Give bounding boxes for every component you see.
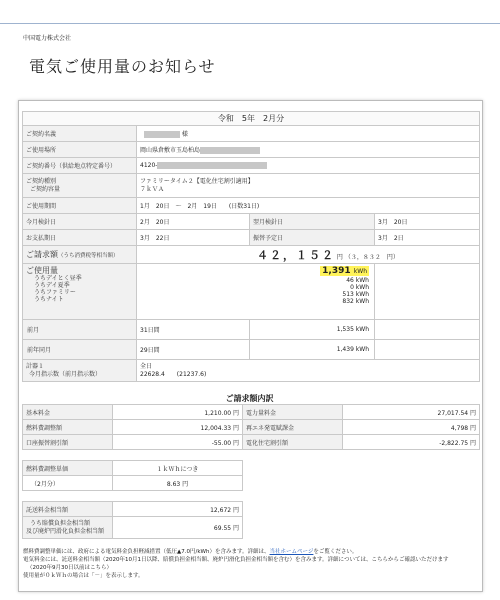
contract-capacity-label: ご契約容量 bbox=[30, 185, 61, 193]
billing-yen: 円 bbox=[336, 253, 343, 261]
compensation-label-2: 及び廃炉円滑化負担金相当額 bbox=[26, 527, 105, 535]
billing-label: ご請求額 bbox=[26, 250, 58, 259]
note-line-1: 燃料費調整単価には、政府による電気料金負担軽減措置（低圧▲7.0円/kWh）を含みます。詳細は、当社ホームページをご覧ください。 bbox=[23, 549, 358, 555]
usage-breakdown-label-2: うちデイ夏季 bbox=[34, 282, 70, 289]
page-title: 電気ご使用量のお知らせ bbox=[29, 57, 216, 76]
payment-date-label: お支払期日 bbox=[23, 230, 137, 246]
usage-breakdown-label-1: うちデイとく昼季 bbox=[34, 275, 82, 282]
billing-label-cell bbox=[23, 246, 137, 264]
customer-name-label: ご契約名義 bbox=[23, 126, 137, 142]
meter-date-value: 2月 20日 bbox=[137, 214, 250, 230]
contract-type-value: ファミリータイム２【電化住宅割引適用】 bbox=[140, 177, 254, 185]
meter-reading-cell bbox=[137, 360, 480, 382]
company-name: 中国電力株式会社 bbox=[23, 35, 72, 42]
meter-type: 全日 bbox=[140, 362, 153, 370]
redacted-contract-no bbox=[157, 162, 267, 169]
fuel-adjust-value: 12,004.33 円 bbox=[113, 420, 243, 435]
payment-date-value: 3月 22日 bbox=[137, 230, 250, 246]
contract-type-cell bbox=[137, 174, 480, 198]
note-line-2: 電気料金には、託送料金相当額（2020年10月1日以降、賠償負担金相当額、廃炉円滑化負担金相当額を含む）を含みます。詳細については、こちらからご確認いただけます bbox=[23, 557, 449, 563]
transfer-date-value: 3月 2日 bbox=[375, 230, 480, 246]
breakdown-table bbox=[22, 404, 480, 450]
usage-breakdown-value-2: 0 kWh bbox=[350, 284, 369, 291]
next-meter-date-value: 3月 20日 bbox=[375, 214, 480, 230]
consignment-table bbox=[22, 501, 480, 539]
energy-fee-value: 27,017.54 円 bbox=[343, 405, 480, 420]
next-meter-date-label: 翌月検針日 bbox=[250, 214, 375, 230]
billing-amount: ４２，１５２ bbox=[257, 248, 335, 262]
location-cell bbox=[137, 142, 480, 158]
fuel-price-label: 燃料費調整単価 bbox=[23, 461, 113, 476]
prev-year-empty bbox=[375, 340, 480, 360]
prev-month-label: 前月 bbox=[23, 320, 137, 340]
usage-total: 1,391 kWh bbox=[322, 266, 367, 276]
notes bbox=[23, 548, 448, 580]
meter-label: 計器１ bbox=[26, 362, 45, 370]
customer-name-suffix: 様 bbox=[181, 131, 188, 138]
prev-year-label: 前年同月 bbox=[23, 340, 137, 360]
compensation-label-cell bbox=[23, 517, 113, 539]
compensation-value: 69.55 円 bbox=[113, 517, 243, 539]
redacted-name bbox=[144, 131, 180, 138]
fuel-price-month: （2月分） bbox=[23, 476, 113, 491]
contract-no-label: ご契約番号（供給地点特定番号） bbox=[23, 158, 137, 174]
fuel-price-unit: １ｋＷｈにつき bbox=[113, 461, 243, 476]
energy-fee-label: 電力量料金 bbox=[243, 405, 343, 420]
location-value: 岡山県倉敷市玉島柏島 bbox=[140, 147, 201, 154]
meter-reading-value: 22628.4 (21237.6) bbox=[140, 370, 207, 378]
fuel-price-table bbox=[22, 460, 480, 491]
billing-amount-cell bbox=[137, 246, 480, 264]
usage-breakdown-label-4: うちナイト bbox=[34, 296, 64, 303]
meter-date-label: 今月検針日 bbox=[23, 214, 137, 230]
info-table bbox=[22, 111, 480, 382]
redacted-address bbox=[200, 147, 260, 154]
usage-breakdown-value-1: 46 kWh bbox=[346, 277, 369, 284]
customer-name-cell bbox=[137, 126, 480, 142]
usage-label-cell bbox=[23, 264, 137, 320]
billing-period-header: 令和 5年 2月分 bbox=[23, 112, 480, 126]
statement-panel bbox=[18, 100, 483, 592]
account-discount-label: 口座振替割引額 bbox=[23, 435, 113, 450]
contract-no-value: 4120- bbox=[140, 162, 158, 169]
compensation-label-1: うち賠償負担金相当額 bbox=[30, 519, 91, 527]
location-label: ご使用場所 bbox=[23, 142, 137, 158]
account-discount-value: -55.00 円 bbox=[113, 435, 243, 450]
usage-breakdown-label-3: うちファミリー bbox=[34, 289, 76, 296]
fuel-adjust-label: 燃料費調整額 bbox=[23, 420, 113, 435]
contract-type-label: ご契約種別 bbox=[26, 177, 57, 185]
electric-home-discount-value: -2,822.75 円 bbox=[343, 435, 480, 450]
note-line-4: 使用量が０ｋＷｈの場合は「－」を表示します。 bbox=[23, 573, 144, 579]
basic-fee-value: 1,210.00 円 bbox=[113, 405, 243, 420]
consignment-label: 託送料金相当額 bbox=[23, 502, 113, 517]
billing-sublabel: （うち消費税等相当額） bbox=[58, 253, 119, 259]
prev-year-value: 1,439 kWh bbox=[250, 340, 375, 360]
transfer-date-label: 振替予定日 bbox=[250, 230, 375, 246]
top-divider bbox=[0, 23, 500, 24]
usage-values-cell bbox=[137, 264, 375, 320]
prev-month-value: 1,535 kWh bbox=[250, 320, 375, 340]
billing-tax: （３，８３２ 円） bbox=[344, 253, 399, 261]
usage-breakdown-value-3: 513 kWh bbox=[342, 291, 369, 298]
period-value: 1月 20日 ～ 2月 19日 (日数31日) bbox=[137, 198, 480, 214]
meter-reading-label: 今月指示数（前月指示数） bbox=[29, 370, 102, 378]
usage-label: ご使用量 bbox=[26, 266, 58, 275]
usage-breakdown-value-4: 832 kWh bbox=[342, 298, 369, 305]
consignment-value: 12,672 円 bbox=[113, 502, 243, 517]
contract-type-label-cell bbox=[23, 174, 137, 198]
contract-no-cell bbox=[137, 158, 480, 174]
fuel-price-value: 8.63 円 bbox=[113, 476, 243, 491]
homepage-link[interactable]: 当社ホームページ bbox=[269, 549, 314, 555]
meter-reading-label-cell bbox=[23, 360, 137, 382]
renewable-levy-label: 再エネ発電賦課金 bbox=[243, 420, 343, 435]
basic-fee-label: 基本料金 bbox=[23, 405, 113, 420]
usage-empty-cell bbox=[375, 264, 480, 320]
note-line-3: （2020年9月30日以前はこちら） bbox=[27, 565, 112, 571]
contract-capacity-value: ７ｋＶＡ bbox=[140, 185, 165, 193]
electric-home-discount-label: 電化住宅割引額 bbox=[243, 435, 343, 450]
period-label: ご使用期間 bbox=[23, 198, 137, 214]
prev-year-days: 29日間 bbox=[137, 340, 250, 360]
usage-total-row bbox=[140, 266, 369, 277]
prev-month-empty bbox=[375, 320, 480, 340]
prev-month-days: 31日間 bbox=[137, 320, 250, 340]
renewable-levy-value: 4,798 円 bbox=[343, 420, 480, 435]
breakdown-title: ご請求額内訳 bbox=[225, 394, 274, 403]
